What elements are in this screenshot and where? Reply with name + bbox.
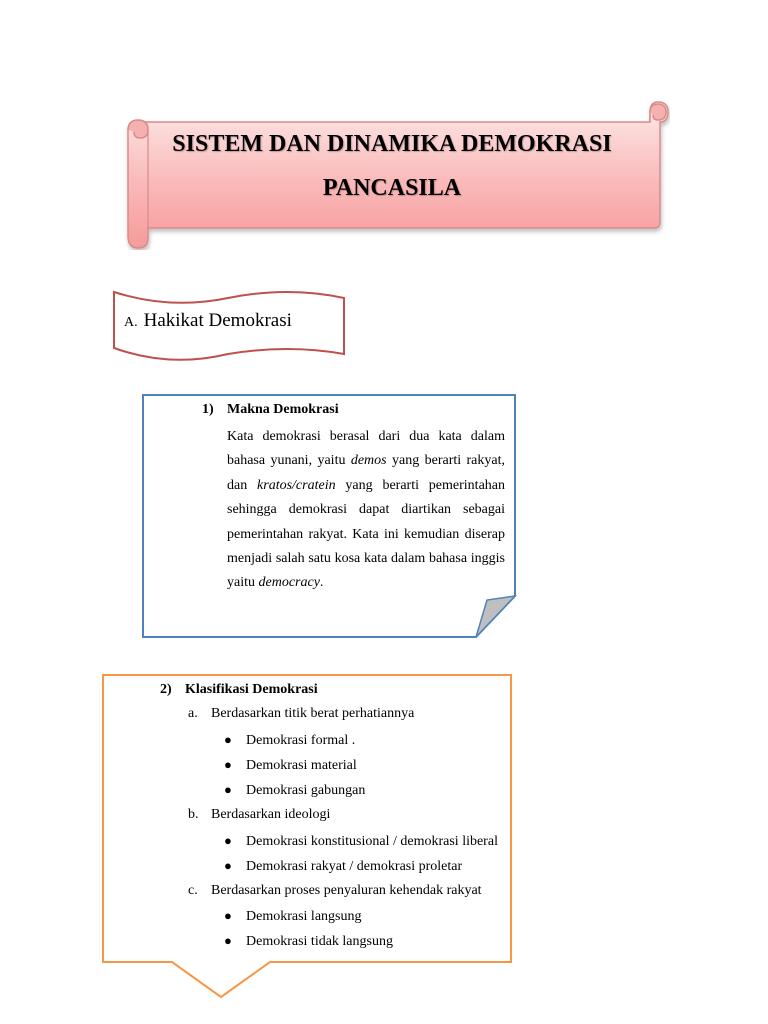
list-item <box>224 833 498 850</box>
bullet-icon: ● <box>224 908 232 923</box>
bullet-icon: ● <box>224 732 232 747</box>
title-scroll-banner <box>122 100 670 250</box>
list-item <box>224 732 355 749</box>
makna-number: 1) <box>202 402 214 417</box>
category-letter: a. <box>188 706 198 721</box>
category-b <box>188 807 330 823</box>
list-item <box>224 782 365 799</box>
list-item-label: Demokrasi langsung <box>246 909 362 924</box>
makna-heading <box>202 402 339 418</box>
makna-paragraph <box>227 425 505 596</box>
section-a-letter: A. <box>124 315 138 330</box>
category-label: Berdasarkan titik berat perhatiannya <box>211 706 415 721</box>
list-item-label: Demokrasi rakyat / demokrasi proletar <box>246 859 463 874</box>
list-item-label: Demokrasi tidak langsung <box>246 934 393 949</box>
makna-text-4: . <box>319 575 324 591</box>
list-item <box>224 757 357 774</box>
category-label: Berdasarkan ideologi <box>211 807 331 822</box>
list-item-label: Demokrasi gabungan <box>246 783 366 798</box>
bullet-icon: ● <box>224 757 232 772</box>
bullet-icon: ● <box>224 858 232 873</box>
category-letter: b. <box>188 807 199 822</box>
title-line-1: SISTEM DAN DINAMIKA DEMOKRASI <box>172 131 612 157</box>
bullet-icon: ● <box>224 933 232 948</box>
list-item-label: Demokrasi material <box>246 758 357 773</box>
bullet-icon: ● <box>224 833 232 848</box>
list-item <box>224 933 393 950</box>
klasifikasi-number: 2) <box>160 682 172 697</box>
klasifikasi-demokrasi-box <box>102 674 514 1000</box>
document-title <box>152 122 632 210</box>
list-item-label: Demokrasi konstitusional / demokrasi liberal <box>246 834 498 849</box>
section-a-heading <box>124 310 292 332</box>
bullet-icon: ● <box>224 782 232 797</box>
makna-demokrasi-box <box>142 394 520 640</box>
list-item <box>224 858 462 875</box>
category-a <box>188 706 414 722</box>
klasifikasi-title: Klasifikasi Demokrasi <box>185 682 318 697</box>
section-a-banner <box>110 288 348 364</box>
list-item-label: Demokrasi formal . <box>246 733 356 748</box>
makna-text-1: Kata demokrasi berasal dari dua kata dalam bahasa yunani, yaitu <box>227 429 505 469</box>
category-c <box>188 883 482 899</box>
term-democracy: democracy <box>258 575 320 591</box>
category-label: Berdasarkan proses penyaluran kehendak rakyat <box>211 883 482 898</box>
term-kratos: kratos/cratein <box>257 477 336 493</box>
makna-title: Makna Demokrasi <box>227 402 339 417</box>
makna-text-2: yang berarti rakyat, dan <box>227 453 505 493</box>
title-line-2: PANCASILA <box>322 175 462 201</box>
section-a-title: Hakikat Demokrasi <box>143 310 292 331</box>
list-item <box>224 908 361 925</box>
makna-text-3: yang berarti pemerintahan sehingga demokrasi dapat diartikan sebagai pemerintahan rakyat. Kata ini kemudian diserap menjadi salah satu kosa kata dalam bahasa inggis yaitu <box>227 477 505 591</box>
klasifikasi-heading <box>160 682 318 698</box>
category-letter: c. <box>188 883 198 898</box>
term-demos: demos <box>350 453 387 469</box>
